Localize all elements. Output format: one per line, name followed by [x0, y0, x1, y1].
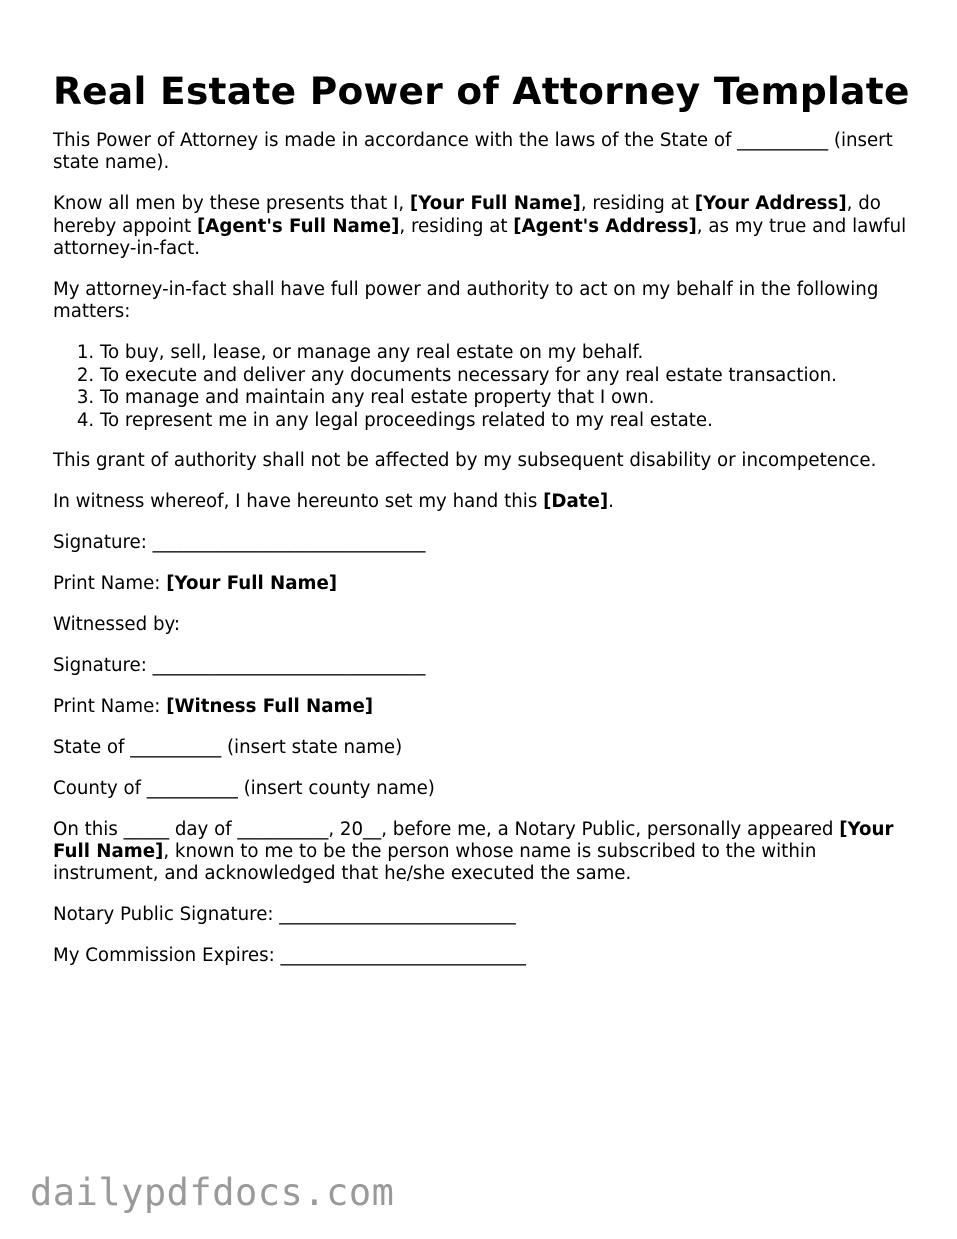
notary-acknowledgment	[53, 819, 913, 886]
print-name-label: Print Name:	[53, 695, 167, 717]
list-item: 4. To represent me in any legal proceedings related to my real estate.	[100, 410, 913, 432]
principal-address-placeholder: [Your Address]	[694, 193, 847, 215]
witness-print-name-placeholder: [Witness Full Name]	[166, 695, 374, 717]
state-line: State of __________ (insert state name)	[53, 736, 403, 758]
page-title: Real Estate Power of Attorney Template	[53, 69, 910, 113]
date-placeholder: [Date]	[543, 491, 609, 513]
notary-name-placeholder: [Your Full Name]	[53, 818, 894, 863]
appointment-text: Know all men by these presents that I,	[53, 193, 410, 215]
durability-clause: This grant of authority shall not be affected by my subsequent disability or incompetence.	[53, 450, 877, 472]
appointment-paragraph	[53, 193, 913, 260]
agent-name-placeholder: [Agent's Full Name]	[196, 215, 400, 237]
watermark: dailypdfdocs.com	[30, 1171, 395, 1214]
principal-signature-line: Signature: ______________________________	[53, 532, 426, 554]
commission-expires-line: My Commission Expires: ___________________________	[53, 945, 527, 967]
appointment-text: , as my true and lawful attorney-in-fact.	[53, 215, 907, 260]
notary-text: , known to me to be the person whose name is subscribed to the within instrument, and acknowledged that he/she executed the same.	[53, 841, 817, 885]
agent-address-placeholder: [Agent's Address]	[513, 215, 697, 237]
witness-print-name	[53, 696, 913, 718]
document-page	[53, 66, 913, 986]
list-item: 3. To manage and maintain any real estate property that I own.	[100, 387, 913, 409]
powers-intro: My attorney-in-fact shall have full power and authority to act on my behalf in the following matters:	[53, 279, 879, 323]
powers-list	[53, 342, 913, 432]
appointment-text: , residing at	[580, 193, 695, 215]
principal-print-name	[53, 573, 913, 595]
notary-signature-line: Notary Public Signature: __________________________	[53, 904, 516, 926]
intro-paragraph	[53, 130, 913, 175]
witnessed-by-label: Witnessed by:	[53, 614, 181, 636]
list-item: 2. To execute and deliver any documents necessary for any real estate transaction.	[100, 365, 913, 387]
witness-clause	[53, 491, 913, 513]
witness-clause-text: In witness whereof, I have hereunto set my hand this	[53, 491, 544, 513]
appointment-text: , residing at	[399, 215, 514, 237]
print-name-label: Print Name:	[53, 573, 167, 595]
witness-signature-line: Signature: ______________________________	[53, 655, 426, 676]
principal-name-placeholder: [Your Full Name]	[409, 193, 581, 215]
witness-clause-text: .	[608, 491, 614, 513]
notary-text: On this _____ day of __________, 20__, before me, a Notary Public, personally appeared	[53, 818, 840, 840]
principal-print-name-placeholder: [Your Full Name]	[166, 573, 338, 595]
appointment-text: , do hereby appoint	[53, 193, 881, 237]
county-line: County of __________ (insert county name)	[53, 777, 435, 799]
intro-text: This Power of Attorney is made in accordance with the laws of the State of __________ (insert state name).	[53, 130, 893, 174]
list-item: 1. To buy, sell, lease, or manage any real estate on my behalf.	[100, 342, 913, 364]
